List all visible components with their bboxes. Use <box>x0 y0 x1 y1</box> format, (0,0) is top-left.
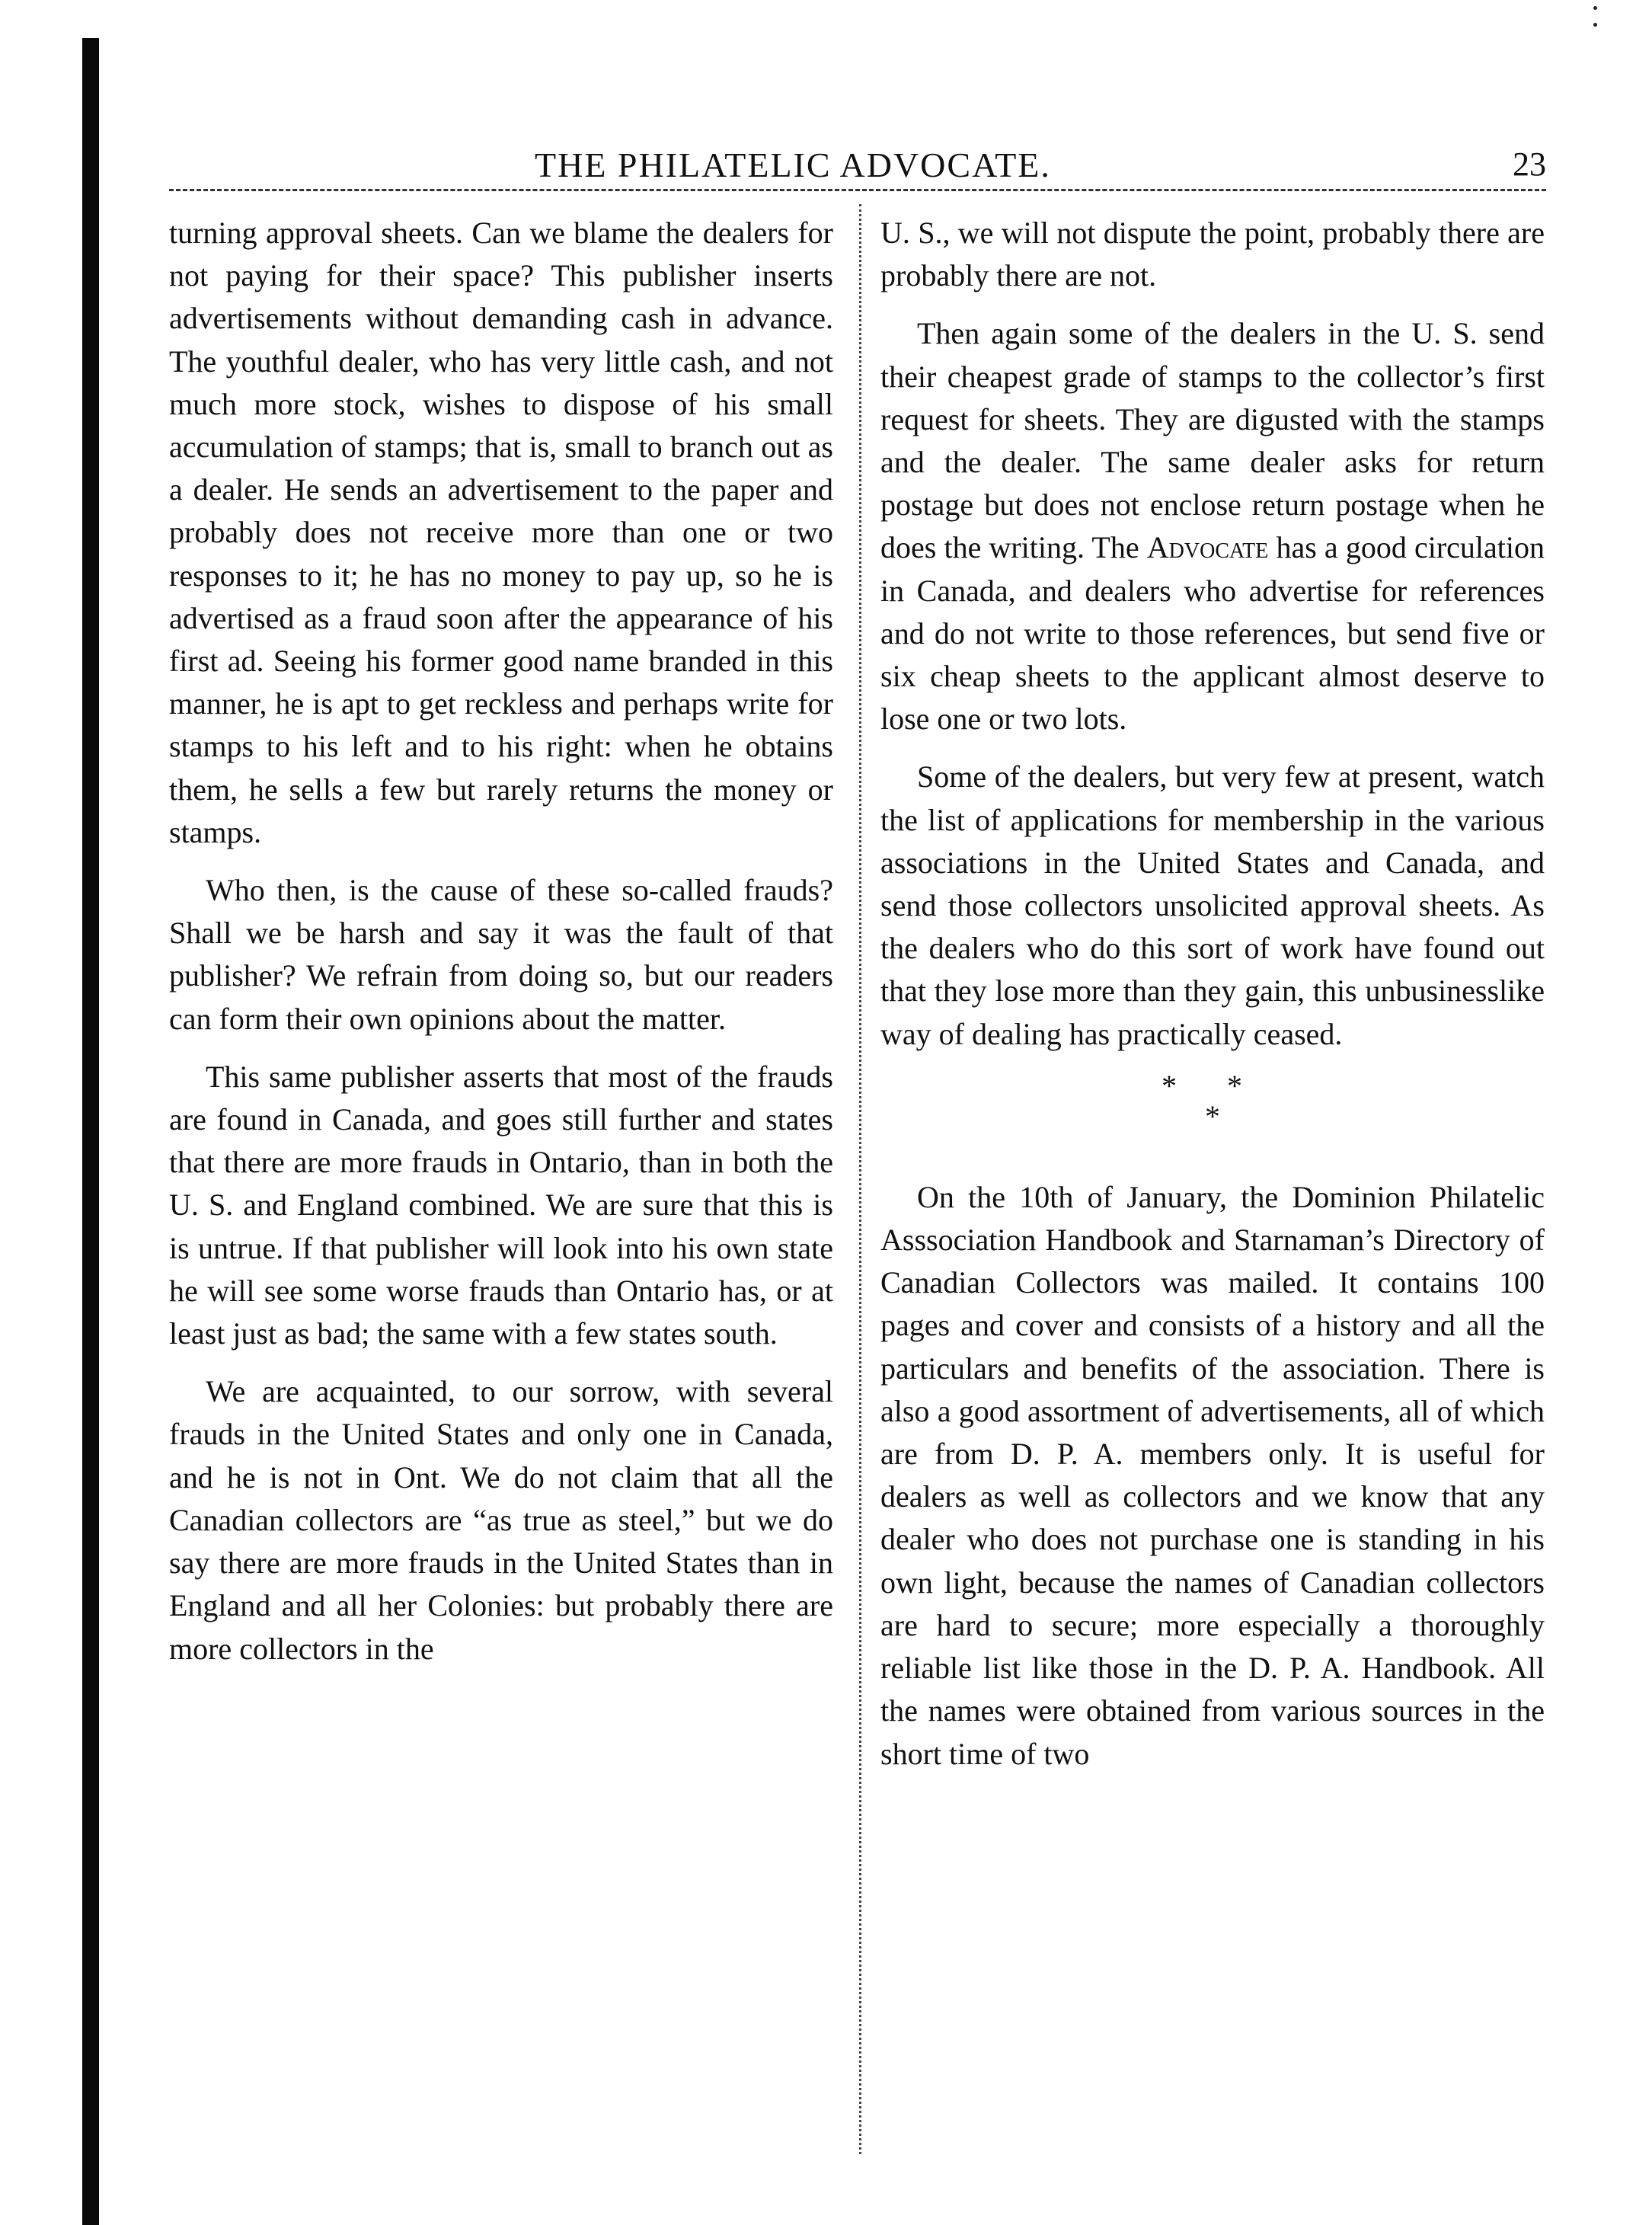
asterism-bottom: * <box>1205 1098 1220 1133</box>
paragraph: On the 10th of January, the Dominion Philatelic Asssociation Handbook and Starnaman’s Directory of Canadian Collectors was mailed. It contains 100 pages and cover and consists of a history and all the particulars and benefits of the association. There is also a good assortment of advertisements, all of which are from D. P. A. members only. It is useful for dealers as well as collectors and we know that any dealer who does not purchase one is standing in his own light, because the names of Canadian collectors are hard to secure; more especially a thoroughly reliable list like those in the D. P. A. Handbook. All the names were obtained from various sources in the short time of two <box>880 1179 1545 1771</box>
paragraph <box>880 312 1545 740</box>
paragraph-text: has a good circulation in Canada, and dealers who advertise for references and do not write to those references, but send five or six cheap sheets to the applicant almost deserve to lose one or two lots. <box>880 530 1545 737</box>
scan-speck <box>1593 6 1597 10</box>
paragraph-text: Then again some of the dealers in the U. S. send their cheapest grade of stamps to the collector’s first request for sheets. They are digusted with the stamps and the dealer. The same dealer asks for return postage but does not enclose return postage when he does the writing. The <box>880 316 1545 565</box>
publication-name: Advocate <box>1146 530 1269 565</box>
paragraph: U. S., we will not dispute the point, probably there are probably there are not. <box>880 216 1545 293</box>
section-asterism <box>880 1068 1545 1133</box>
paragraph: Some of the dealers, but very few at present, watch the list of applications for membership in the various associations in the United States and Canada, and send those collectors unsolicited approval sheets. As the dealers who do this sort of work have found out that they lose more than they gain, this unbusinesslike way of dealing has practically ceased. <box>880 759 1545 1051</box>
right-column <box>880 212 1545 1791</box>
header-rule <box>169 189 1546 191</box>
paragraph: turning approval sheets. Can we blame the dealers for not paying for their space? This publisher inserts advertisements without demanding cash in advance. The youthful dealer, who has very little cash, and not much more stock, wishes to dispose of his small accumulation of stamps; that is, small to branch out as a dealer. He sends an advertisement to the paper and probably does not receive more than one or two responses to it; he has no money to pay up, so he is advertised as a fraud soon after the appearance of his first ad. Seeing his former good name branded in this manner, he is apt to get reckless and perhaps write for stamps to his left and to his right: when he obtains them, he sells a few but rarely returns the money or stamps. <box>169 216 833 849</box>
page-binding-edge <box>82 38 99 2225</box>
publication-title: THE PHILATELIC ADVOCATE. <box>535 145 1051 184</box>
paragraph: Who then, is the cause of these so-called frauds? Shall we be harsh and say it was the fault of that publisher? We refrain from doing so, but our readers can form their own opinions about the matter. <box>169 873 833 1036</box>
paragraph: This same publisher asserts that most of the frauds are found in Canada, and goes still further and states that there are more frauds in Ontario, than in both the U. S. and England combined. We are sure that this is is untrue. If that publisher will look into his own state he will see some worse frauds than Ontario has, or at least just as bad; the same with a few states south. <box>169 1059 833 1351</box>
page-number: 23 <box>1513 145 1546 183</box>
running-header <box>169 145 1546 190</box>
paragraph: We are acquainted, to our sorrow, with several frauds in the United States and only one in Canada, and he is not in Ont. We do not claim that all the Canadian collectors are “as true as steel,” but we do say there are more frauds in the United States than in England and all her Colonies: but probably there are more collectors in the <box>169 1374 833 1666</box>
column-divider <box>859 204 861 2154</box>
scan-speck <box>1593 23 1597 27</box>
asterism-top: * * <box>1162 1068 1264 1103</box>
left-column <box>169 212 833 1686</box>
